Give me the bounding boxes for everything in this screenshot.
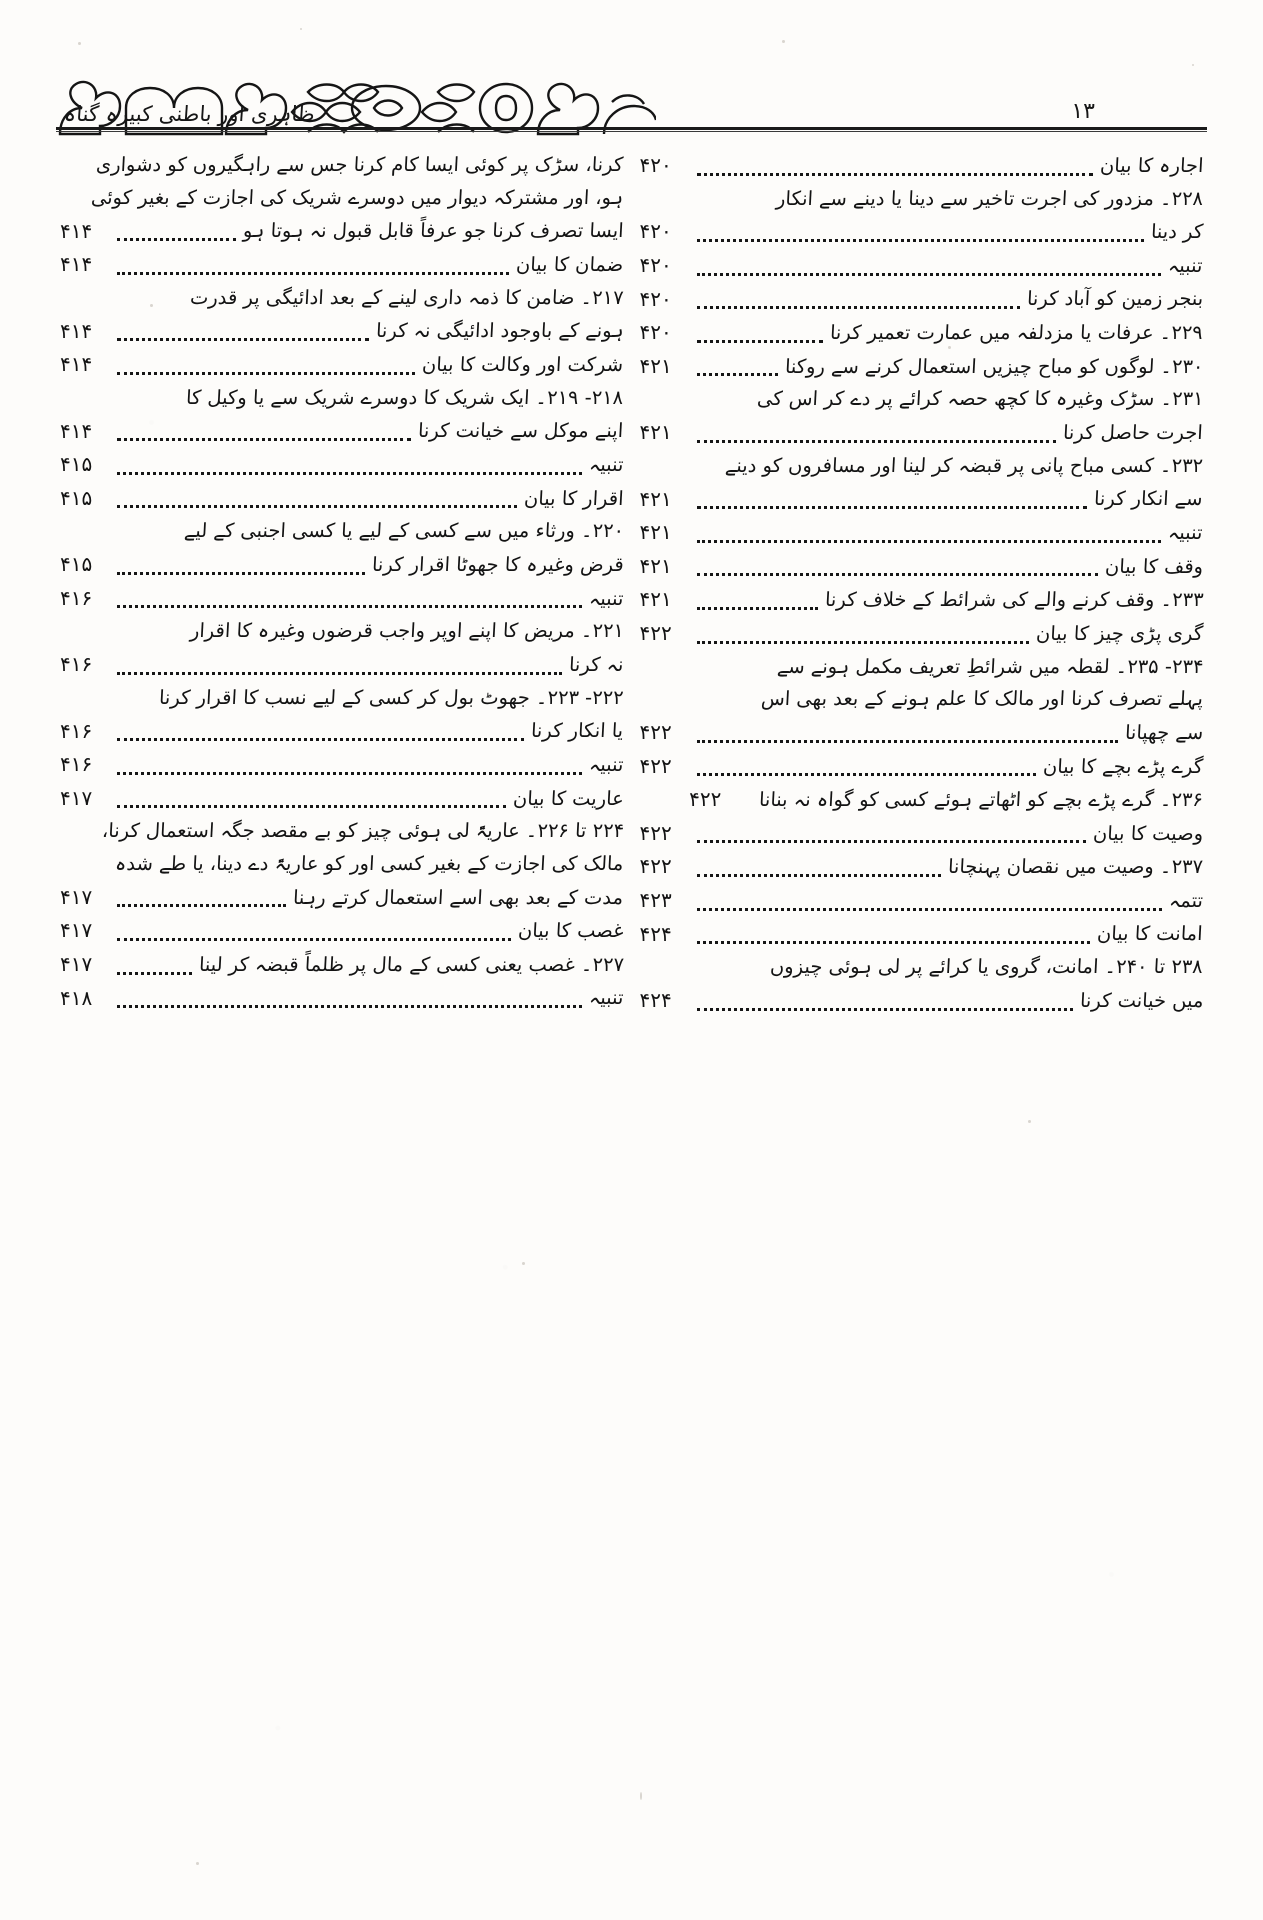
index-entry[interactable]	[640, 484, 1204, 516]
index-entry[interactable]	[60, 915, 624, 947]
index-entry-text: وقف کا بیان	[1104, 554, 1204, 578]
index-entry-text: اقرار کا بیان	[523, 486, 625, 510]
index-entry[interactable]	[640, 417, 1204, 449]
index-entry-page-number: ۴۲۲	[639, 620, 672, 645]
page-header	[56, 76, 1207, 138]
dot-leader	[697, 940, 1091, 944]
index-entry-text: قرض وغیرہ کا جھوٹا اقرار کرنا	[371, 552, 625, 576]
index-entry-text: ایسا تصرف کرنا جو عرفاً قابل قبول نہ ہوتا ہو	[242, 219, 625, 243]
index-entry-page-number: ۴۱۵	[60, 552, 93, 577]
scan-speck	[300, 28, 302, 30]
index-entry-text: ۲۲۷۔ غصب یعنی کسی کے مال پر ظلماً قبضہ کر لینا	[198, 952, 625, 976]
index-entry[interactable]	[60, 716, 624, 748]
index-entry[interactable]	[640, 818, 1204, 850]
dot-leader	[117, 337, 369, 341]
index-entry-text: ۲۳۷۔ وصیت میں نقصان پہنچانا	[947, 855, 1204, 879]
index-entry-text: ۲۳۴- ۲۳۵۔ لقطہ میں شرائطِ تعریف مکمل ہونے سے	[776, 654, 1204, 678]
index-entry-text: ۲۲۲- ۲۲۳۔ جھوٹ بول کر کسی کے لیے نسب کا اقرار کرنا	[158, 685, 625, 709]
index-entry[interactable]	[60, 449, 624, 481]
index-entry[interactable]	[60, 649, 624, 681]
index-entry-text: سے چھپانا	[1124, 720, 1204, 744]
index-entry-continuation	[60, 849, 624, 880]
index-entry[interactable]	[60, 949, 624, 981]
index-entry-page-number: ۴۲۲	[639, 753, 672, 778]
index-entry-page-number: ۴۲۰	[639, 320, 672, 345]
index-entry[interactable]	[640, 919, 1204, 951]
dot-leader	[117, 571, 365, 575]
index-entry-text: نہ کرنا	[568, 652, 625, 676]
index-entry-text: تنبیہ	[1167, 520, 1204, 544]
index-entry-text: میں خیانت کرنا	[1079, 988, 1204, 1012]
index-entry[interactable]	[60, 483, 624, 515]
index-entry-page-number: ۴۲۰	[639, 153, 672, 177]
index-entry-text: گرے پڑے بچے کا بیان	[1042, 754, 1204, 778]
index-entry-text: ۲۲۰۔ ورثاء میں سے کسی کے لیے یا کسی اجنبی کے لیے	[182, 519, 625, 543]
index-entry-page-number: ۴۲۱	[639, 353, 672, 378]
index-entry-text: ہونے کے باوجود ادائیگی نہ کرنا	[375, 319, 625, 343]
dot-leader	[117, 437, 411, 441]
index-entry-page-number: ۴۲۱	[639, 420, 672, 445]
dot-leader	[697, 572, 1098, 576]
index-entry-continuation	[640, 652, 1204, 683]
index-entry-text: اجارہ کا بیان	[1098, 153, 1204, 177]
index-entry-page-number: ۴۲۲	[689, 787, 722, 812]
index-entry[interactable]	[60, 583, 624, 615]
index-entry-page-number: ۴۱۵	[60, 485, 93, 510]
index-entry[interactable]	[640, 551, 1204, 583]
dot-leader	[117, 903, 286, 907]
index-entry-page-number: ۴۱۷	[60, 952, 93, 977]
index-entry-page-number: ۴۱۷	[60, 785, 93, 810]
index-entry-text: یا انکار کرنا	[530, 719, 625, 743]
index-entry-text: تنبیہ	[588, 586, 625, 610]
index-entry-continuation	[640, 451, 1204, 482]
scan-speck	[782, 40, 785, 43]
index-entry-text: شرکت اور وکالت کا بیان	[421, 352, 625, 376]
index-entry[interactable]	[640, 784, 1204, 816]
index-entry-text: اجرت حاصل کرنا	[1062, 420, 1204, 444]
index-entry-continuation	[640, 684, 1204, 715]
index-entry-text: ۲۱۸- ۲۱۹۔ ایک شریک کا دوسرے شریک سے یا وکیل کا	[185, 385, 625, 409]
index-entry-text: کر دینا	[1150, 220, 1204, 244]
right-column	[46, 150, 632, 1872]
index-entry-continuation	[640, 952, 1204, 983]
index-entry[interactable]	[60, 349, 624, 381]
index-entry[interactable]	[640, 717, 1204, 749]
index-entry-continuation	[640, 184, 1204, 215]
index-entry[interactable]	[60, 249, 624, 281]
index-entry-page-number: ۴۱۸	[60, 985, 93, 1010]
dot-leader	[117, 937, 511, 941]
index-entry-text: وصیت کا بیان	[1092, 821, 1204, 845]
index-entry[interactable]	[60, 882, 624, 914]
dot-leader	[117, 237, 236, 241]
dot-leader	[697, 372, 778, 376]
index-entry-continuation	[60, 816, 624, 847]
index-entry-page-number: ۴۲۲	[639, 720, 672, 745]
dot-leader	[697, 839, 1086, 843]
index-entry[interactable]	[60, 416, 624, 448]
index-entry-text: ۲۳۲۔ کسی مباح پانی پر قبضہ کر لینا اور مسافروں کو دینے	[724, 453, 1204, 477]
index-entry-continuation	[60, 516, 624, 547]
index-entry-text: مالک کی اجازت کے بغیر کسی اور کو عاریۃً دے دینا، یا طے شدہ	[114, 852, 625, 876]
index-entry-text: اپنے موکل سے خیانت کرنا	[417, 419, 625, 443]
dot-leader	[746, 809, 752, 810]
index-entry-text: ۲۳۸ تا ۲۴۰۔ امانت، گروی یا کرائے پر لی ہوئی چیزوں	[769, 955, 1204, 979]
index-entry-page-number: ۴۲۴	[639, 988, 672, 1013]
index-entry-text: ۲۲۱۔ مریض کا اپنے اوپر واجب قرضوں وغیرہ کا اقرار	[189, 619, 625, 643]
index-entry-text: ضمان کا بیان	[515, 252, 625, 276]
index-entry-text: عاریت کا بیان	[512, 786, 625, 810]
index-entry-page-number: ۴۱۷	[60, 918, 93, 943]
index-entry-page-number: ۴۱۶	[60, 652, 93, 677]
index-entry[interactable]	[640, 584, 1204, 616]
index-entry-page-number: ۴۱۴	[60, 352, 93, 377]
index-entry-text: ۲۲۸۔ مزدور کی اجرت تاخیر سے دینا یا دینے سے انکار	[775, 186, 1204, 210]
index-entry[interactable]	[60, 783, 624, 815]
index-entry-page-number: ۴۲۰	[639, 286, 672, 311]
index-entry-text: تنبیہ	[588, 752, 625, 776]
index-entry-page-number: ۴۲۳	[639, 888, 672, 913]
index-entry[interactable]	[640, 517, 1204, 549]
dot-leader	[117, 604, 582, 608]
left-column	[632, 150, 1218, 1872]
index-entry-text: تتمہ	[1168, 888, 1204, 912]
index-entry-continuation	[60, 183, 624, 214]
index-entry[interactable]	[60, 749, 624, 781]
dot-leader	[697, 305, 1020, 309]
index-entry-continuation	[60, 383, 624, 414]
dot-leader	[117, 504, 517, 508]
index-entry[interactable]	[60, 216, 624, 248]
index-entry-text: تنبیہ	[588, 986, 625, 1010]
index-entry-continuation	[640, 384, 1204, 415]
index-entry-page-number: ۴۲۱	[639, 486, 672, 511]
dot-leader	[697, 739, 1118, 743]
index-entry-continuation	[60, 616, 624, 647]
dot-leader	[697, 606, 818, 610]
dot-leader	[117, 771, 582, 775]
header-rule	[56, 127, 1207, 130]
index-entry[interactable]	[640, 150, 1204, 182]
scan-speck	[78, 42, 81, 45]
index-entry-text: تنبیہ	[588, 452, 625, 476]
dot-leader	[697, 505, 1088, 509]
index-entry-text: ۲۲۴ تا ۲۲۶۔ عاریۃً لی ہوئی چیز کو بے مقصد جگہ استعمال کرنا،	[100, 819, 625, 843]
index-entry-text: گری پڑی چیز کا بیان	[1035, 621, 1204, 645]
index-entry[interactable]	[640, 317, 1204, 349]
index-entry-page-number: ۴۲۱	[639, 553, 672, 578]
index-entry[interactable]	[640, 885, 1204, 917]
dot-leader	[697, 1007, 1073, 1011]
index-entry-text: امانت کا بیان	[1096, 922, 1204, 946]
index-entry-page-number: ۴۱۴	[60, 218, 93, 243]
index-entry-text: بنجر زمین کو آباد کرنا	[1026, 287, 1204, 311]
index-entry-text: سے انکار کرنا	[1093, 487, 1204, 511]
index-entry-continuation	[60, 683, 624, 714]
index-entry-text: ۲۱۷۔ ضامن کا ذمہ داری لینے کے بعد ادائیگی پر قدرت	[189, 285, 625, 309]
index-entry[interactable]	[60, 983, 624, 1015]
dot-leader	[697, 539, 1162, 543]
index-entry-page-number: ۴۲۲	[639, 854, 672, 879]
dot-leader	[697, 339, 824, 343]
index-entry-text: ہو، اور مشترکہ دیوار میں دوسرے شریک کی اجازت کے بغیر کوئی	[90, 185, 625, 209]
dot-leader	[117, 671, 562, 675]
index-entry-text: ۲۳۳۔ وقف کرنے والے کی شرائط کے خلاف کرنا	[823, 588, 1204, 612]
index-entry[interactable]	[640, 751, 1204, 783]
index-entry[interactable]	[640, 250, 1204, 282]
index-entry-page-number: ۴۱۷	[60, 884, 93, 909]
index-entry-page-number: ۴۲۱	[639, 587, 672, 612]
index-entry-page-number: ۴۲۴	[639, 921, 672, 946]
index-entry-continuation	[60, 150, 624, 181]
index-entry-page-number: ۴۲۲	[639, 820, 672, 845]
index-entry-text: مدت کے بعد بھی اسے استعمال کرتے رہنا	[292, 885, 625, 909]
dot-leader	[697, 873, 942, 877]
index-entry-text: غصب کا بیان	[517, 919, 625, 943]
page-number: ۱۳	[1071, 99, 1095, 124]
index-entry[interactable]	[640, 216, 1204, 248]
dot-leader	[697, 272, 1162, 276]
index-entry-page-number: ۴۲۰	[639, 219, 672, 244]
index-entry-text: پہلے تصرف کرنا اور مالک کا علم ہونے کے بعد بھی اس	[760, 687, 1204, 711]
index-entry-page-number: ۴۱۵	[60, 452, 93, 477]
index-entry-text: ۲۲۹۔ عرفات یا مزدلفہ میں عمارت تعمیر کرنا	[829, 320, 1204, 344]
dot-leader	[697, 439, 1057, 443]
dot-leader	[117, 1004, 582, 1008]
dot-leader	[697, 172, 1093, 176]
dot-leader	[117, 271, 509, 275]
index-entry-page-number: ۴۱۶	[60, 585, 93, 610]
index-entry[interactable]	[640, 618, 1204, 650]
index-entry[interactable]	[640, 851, 1204, 883]
dot-leader	[697, 238, 1144, 242]
index-entry[interactable]	[640, 284, 1204, 316]
dot-leader	[697, 640, 1029, 644]
index-entry-page-number: ۴۱۶	[60, 752, 93, 777]
index-entry[interactable]	[60, 549, 624, 581]
index-entry-text: تنبیہ	[1167, 253, 1204, 277]
index-entry-page-number: ۴۱۴	[60, 252, 93, 277]
dot-leader	[117, 737, 524, 741]
index-entry-text: ۲۳۶۔ گرے پڑے بچے کو اٹھاتے ہوئے کسی کو گواہ نہ بنانا	[758, 788, 1204, 812]
dot-leader	[697, 772, 1036, 776]
index-entry[interactable]	[640, 351, 1204, 383]
index-entry-page-number: ۴۱۴	[60, 418, 93, 443]
index-entry-page-number: ۴۱۴	[60, 318, 93, 343]
index-entry-text: ۲۳۱۔ سڑک وغیرہ کا کچھ حصہ کرائے پر دے کر اس کی	[755, 387, 1204, 411]
book-running-title: ظاہری اور باطنی کبیرہ گناہ	[63, 102, 316, 126]
index-columns	[46, 150, 1217, 1872]
dot-leader	[117, 471, 582, 475]
scan-speck	[1192, 64, 1194, 66]
index-entry-page-number: ۴۲۰	[639, 252, 672, 277]
index-entry[interactable]	[640, 985, 1204, 1017]
index-entry-continuation	[60, 283, 624, 314]
dot-leader	[117, 371, 415, 375]
index-entry-text: کرنا، سڑک پر کوئی ایسا کام کرنا جس سے راہگیروں کو دشواری	[95, 153, 625, 176]
index-entry-text: ۲۳۰۔ لوگوں کو مباح چیزیں استعمال کرنے سے روکنا	[784, 354, 1204, 378]
index-entry-page-number: ۴۲۱	[639, 520, 672, 545]
dot-leader	[117, 971, 192, 975]
index-entry[interactable]	[60, 316, 624, 348]
dot-leader	[697, 907, 1162, 911]
index-entry-page-number: ۴۱۶	[60, 718, 93, 743]
dot-leader	[117, 804, 506, 808]
